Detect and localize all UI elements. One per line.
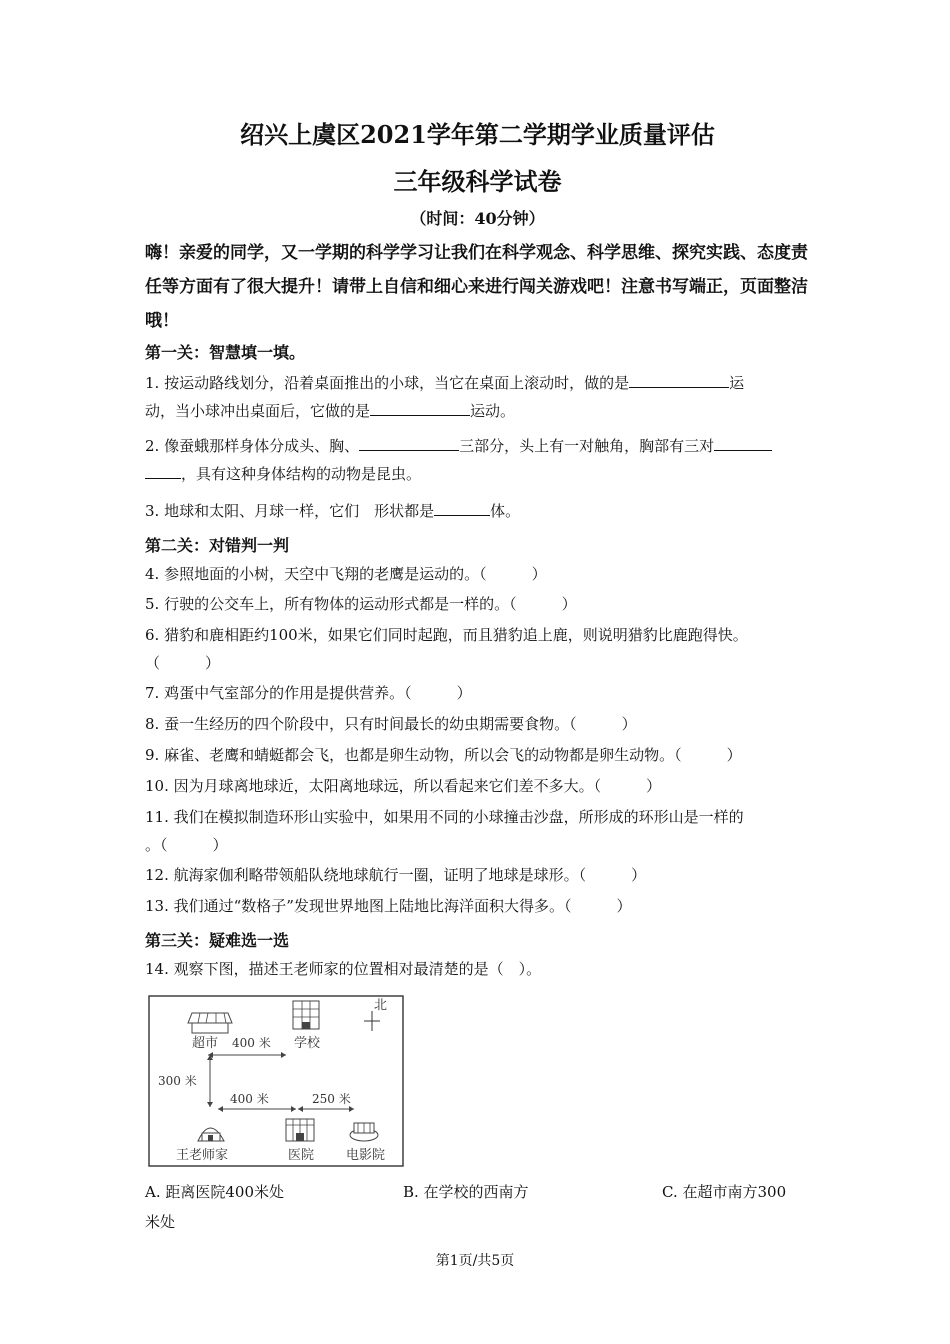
distance-supermarket-school: 400 米 [232,1036,271,1050]
question-8: 8. 蚕一生经历的四个阶段中，只有时间最长的幼虫期需要食物。（ ） [145,715,637,733]
supermarket-icon [188,1013,232,1033]
exam-subtitle: 三年级科学试卷 [393,167,562,196]
page-footer: 第1页/共5页 [435,1253,515,1269]
question-2: 2. 像蚕蛾那样身体分成头、胸、 三部分，头上有一对触角，胸部有三对 ，具有这种身体结构的动物是昆虫。 [145,432,810,488]
cinema-icon [350,1123,378,1141]
hospital-label: 医院 [288,1148,315,1163]
answer-blank[interactable] [370,397,470,416]
hospital-icon [286,1119,314,1141]
question-9: 9. 麻雀、老鹰和蜻蜓都会飞，也都是卵生动物，所以会飞的动物都是卵生动物。（ ） [145,746,742,764]
answer-blank[interactable] [629,369,729,388]
distance-vertical: 300 米 [158,1074,197,1088]
option-a[interactable]: A. 距离医院400米处 [145,1183,284,1201]
question-12: 12. 航海家伽利略带领船队绕地球航行一圈，证明了地球是球形。（ ） [145,866,647,884]
question-10: 10. 因为月球离地球近，太阳离地球远，所以看起来它们差不多大。（ ） [145,777,662,795]
option-c-continued: 米处 [145,1213,176,1231]
question-1: 1. 按运动路线划分，沿着桌面推出的小球，当它在桌面上滚动时，做的是 运 动，当小球冲出桌面后，它做的是 运动。 [145,369,810,425]
answer-blank[interactable] [145,460,181,479]
exam-time: （时间：40分钟） [410,209,545,228]
distance-hospital-cinema: 250 米 [312,1092,351,1106]
section-1-title: 第一关：智慧填一填。 [145,343,306,362]
school-label: 学校 [294,1036,321,1051]
question-6: 6. 猎豹和鹿相距约100米，如果它们同时起跑，而且猎豹追上鹿，则说明猎豹比鹿跑得快。 （ ） [145,626,748,672]
intro-paragraph: 嗨！亲爱的同学，又一学期的科学学习让我们在科学观念、科学思维、探究实践、态度责任等方面有了很大提升！请带上自信和细心来进行闯关游戏吧！注意书写端正，页面整洁哦！ [145,243,808,331]
cinema-label: 电影院 [346,1148,386,1163]
distance-home-hospital: 400 米 [230,1092,269,1106]
exam-title: 绍兴上虞区2021学年第二学期学业质量评估 [240,120,715,149]
home-label: 王老师家 [176,1148,229,1163]
option-c[interactable]: C. 在超市南方300 [662,1183,787,1201]
question-5: 5. 行驶的公交车上，所有物体的运动形式都是一样的。（ ） [145,595,577,613]
option-b[interactable]: B. 在学校的西南方 [403,1183,529,1201]
answer-blank[interactable] [359,432,459,451]
school-icon [293,1001,319,1029]
map-figure [148,995,404,1167]
question-13: 13. 我们通过“数格子”发现世界地图上陆地比海洋面积大得多。（ ） [145,897,632,915]
north-label: 北 [374,998,388,1013]
question-14: 14. 观察下图，描述王老师家的位置相对最清楚的是（ ）。 [145,960,542,978]
section-3-title: 第三关：疑难选一选 [145,931,290,950]
question-4: 4. 参照地面的小树，天空中飞翔的老鹰是运动的。（ ） [145,565,547,583]
question-7: 7. 鸡蛋中气室部分的作用是提供营养。（ ） [145,684,472,702]
question-11: 11. 我们在模拟制造环形山实验中，如果用不同的小球撞击沙盘，所形成的环形山是一样的 。（ ） [145,808,744,854]
section-2-title: 第二关：对错判一判 [145,536,290,555]
question-3: 3. 地球和太阳、月球一样，它们 形状都是 体。 [145,497,810,525]
supermarket-label: 超市 [192,1036,219,1051]
answer-blank[interactable] [714,432,772,451]
answer-blank[interactable] [434,497,490,516]
